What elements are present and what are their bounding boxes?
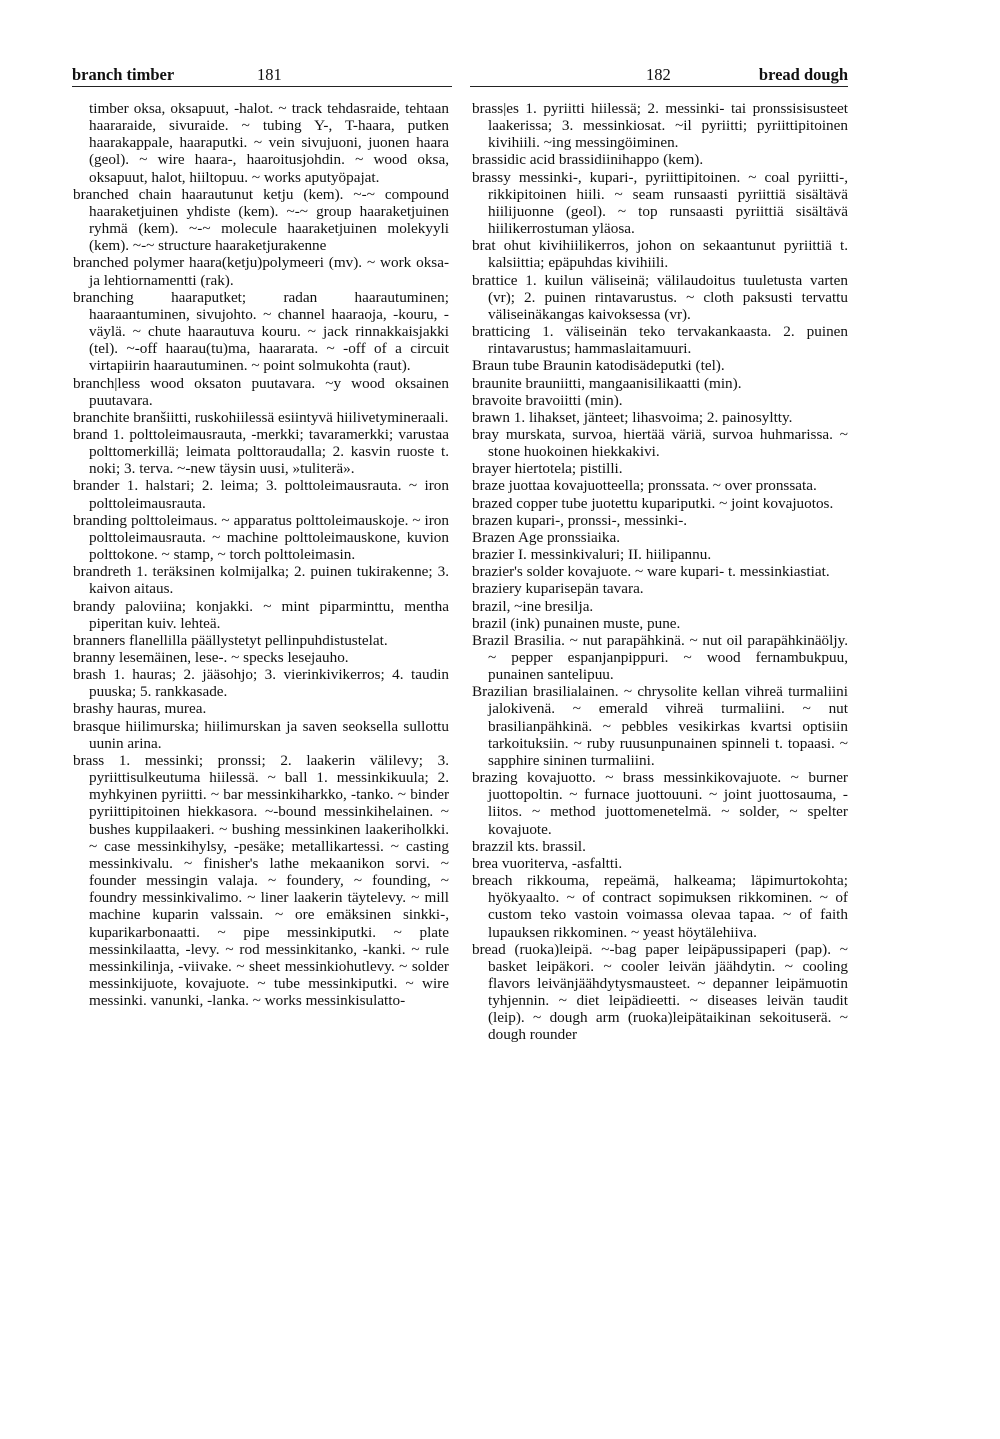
dictionary-entry: branny lesemäinen, lese-. ~ specks lesejauho. (73, 649, 349, 666)
dictionary-entry: breach rikkouma, repeämä, halkeama; läpimurtokohta; hyökyaalto. ~ of contract sopimuksen rikkominen. ~ of custom teko vastoin voimassa olevaa tapaa. ~ of faith lupauksen rikkominen. ~ yeast höytälehiiva. (472, 872, 848, 941)
left-page-number: 181 (257, 65, 282, 84)
right-page-number: 182 (646, 65, 671, 84)
dictionary-entry: bread (ruoka)leipä. ~-bag paper leipäpussipaperi (pap). ~ basket leipäkori. ~ cooler leivän jäähdytin. ~ cooling flavors leivänjäähdytysmausteet. ~ depanner leipämuotin tyhjennin. ~ diet leipädieetti. ~ diseases leivän taudit (leip). ~ dough arm (ruoka)leipätaikinan sekoituserä. ~ dough rounder (472, 940, 848, 1044)
right-column (472, 100, 848, 1044)
dictionary-entry: Braun tube Braunin katodisädeputki (tel). (472, 357, 725, 375)
dictionary-entry: Brazilian brasilialainen. ~ chrysolite kellan vihreä turmaliini jalokivenä. ~ emerald vihreä turmaliini. ~ nut brasilianpähkinä. ~ pebbles vesikirkas kvartsi optisiin tarkoituksiin. ~ ruby ruusunpunainen spinneli t. topaasi. ~ sapphire sininen turmaliini. (472, 683, 848, 769)
left-running-header (72, 64, 452, 87)
dictionary-entry: brazen kupari-, pronssi-, messinki-. (472, 511, 688, 529)
dictionary-entry: braziery kuparisepän tavara. (472, 580, 644, 598)
dictionary-entry: branding polttoleimaus. ~ apparatus polttoleimauskoje. ~ iron polttoleimausrauta. ~ machine polttoleimauskone, kuvion polttokone. ~ stamp, ~ torch polttoleimasin. (73, 511, 449, 564)
dictionary-entry: brash 1. hauras; 2. jääsohjo; 3. vierinkivikerros; 4. taudin puuska; 5. rankkasade. (73, 666, 449, 701)
dictionary-entry: Brazil Brasilia. ~ nut parapähkinä. ~ nut oil parapähkinäöljy. ~ pepper espanjanpippuri. ~ wood fernambukpuu, punainen santelipuu. (472, 631, 848, 684)
dictionary-entry: branched chain haarautunut ketju (kem). ~-~ compound haaraketjuinen yhdiste (kem). ~-~ group haaraketjuinen ryhmä (kem). ~-~ molecule haaraketjuinen molekyyli (kem). ~-~ structure haaraketjurakenne (73, 185, 449, 255)
dictionary-entry: braze juottaa kovajuotteella; pronssata. ~ over pronssata. (472, 477, 817, 495)
dictionary-entry: brat ohut kivihiilikerros, johon on sekaantunut pyriittiä t. kalsiittia; epäpuhdas kivihiili. (472, 237, 848, 272)
dictionary-entry: brazil, ~ine bresilja. (472, 597, 594, 615)
dictionary-entry: Brazen Age pronssiaika. (472, 528, 621, 546)
dictionary-entry: brander 1. halstari; 2. leima; 3. polttoleimausrauta. ~ iron polttoleimausrauta. (73, 477, 449, 512)
dictionary-entry: brayer hiertotela; pistilli. (472, 460, 623, 478)
dictionary-entry: brandy paloviina; konjakki. ~ mint piparminttu, mentha piperitan kuiv. lehteä. (73, 597, 449, 632)
dictionary-entry: brawn 1. lihakset, jänteet; lihasvoima; 2. painosyltty. (472, 408, 793, 426)
dictionary-entry: bravoite bravoiitti (min). (472, 391, 623, 409)
dictionary-entry: brassy messinki-, kupari-, pyriittipitoinen. ~ coal pyriitti-, rikkipitoinen hiili. ~ seam runsaasti pyriittiä sisältävä hiilijuonne (geol). ~ top runsaasti pyriittiä sisältävä hiilikerrostuman yläosa. (472, 168, 848, 238)
dictionary-entry: brandreth 1. teräksinen kolmijalka; 2. puinen tukirakenne; 3. kaivon aitaus. (73, 563, 449, 598)
dictionary-entry: brazing kovajuotto. ~ brass messinkikovajuote. ~ burner juottopoltin. ~ furnace juottouuni. ~ joint juottosauma, -liitos. ~ method juottomenetelmä. ~ solder, ~ spelter kovajuote. (472, 769, 848, 838)
dictionary-entry: brazil (ink) punainen muste, pune. (472, 614, 681, 632)
dictionary-entry: brasque hiilimurska; hiilimurskan ja saven seoksella sullottu uunin arina. (73, 717, 449, 752)
dictionary-entry: brazier's solder kovajuote. ~ ware kupari- t. messinkiastiat. (472, 563, 830, 581)
dictionary-entry: brazzil kts. brassil. (472, 837, 586, 855)
right-header-term: bread dough (758, 65, 848, 84)
dictionary-entry: brea vuoriterva, -asfaltti. (472, 854, 623, 872)
dictionary-entry: bray murskata, survoa, hiertää väriä, survoa huhmarissa. ~ stone huokoinen hiekkakivi. (472, 425, 848, 461)
dictionary-entry: timber oksa, oksapuut, -halot. ~ track tehdasraide, tehtaan haararaide, sivuraide. ~ tubing Y-, T-haara, putken haarakappale, haaraputki. ~ vein sivujuoni, juonen haara (geol). ~ wire haara-, haaroitusjohdin. ~ wood oksa, oksapuut, halot, hiiltopuu. ~ works aputyöpajat. (89, 100, 449, 186)
dictionary-entry: bratticing 1. väliseinän teko tervakankaasta. 2. puinen rintavarustus; hammaslaitamuuri. (472, 323, 848, 358)
left-header-term: branch timber (72, 65, 175, 84)
dictionary-entry: brazier I. messinkivaluri; II. hiilipannu. (472, 546, 712, 564)
dictionary-entry: brazed copper tube juotettu kupariputki. ~ joint kovajuotos. (472, 494, 834, 512)
dictionary-entry: branched polymer haara(ketju)polymeeri (mv). ~ work oksa- ja lehtiornamentti (rak). (73, 254, 449, 289)
dictionary-entry: braunite brauniitti, mangaanisilikaatti (min). (472, 374, 742, 392)
dictionary-entry: branchite branšiitti, ruskohiilessä esiintyvä hiilivetymineraali. (73, 408, 449, 426)
dictionary-entry: branch|less wood oksaton puutavara. ~y wood oksainen puutavara. (73, 374, 449, 409)
left-column (73, 100, 449, 1009)
dictionary-entry: branching haaraputket; radan haarautuminen; haaraantuminen, sivujohto. ~ channel haaraoja, -kouru, -väylä. ~ chute haarautuva kouru. ~ jack rinnakkaisjakki (tel). ~-off haarau(tu)ma, haararata. ~ -off of a circuit virtapiirin haarautuminen. ~ point solmukohta (raut). (73, 288, 449, 375)
dictionary-entry: brass|es 1. pyriitti hiilessä; 2. messinki- tai pronssisisusteet laakerissa; 3. messinkiosat. ~il pyriitti; pyriittipitoinen kivihiili. ~ing messingöiminen. (472, 100, 848, 152)
right-running-header (470, 64, 848, 87)
dictionary-entry: branners flanellilla päällystetyt pellinpuhdistustelat. (73, 631, 388, 649)
dictionary-entry: brassidic acid brassidiinihappo (kem). (472, 151, 704, 169)
dictionary-entry: brattice 1. kuilun väliseinä; välilaudoitus tuuletusta varten (vr); 2. puinen rintavarustus. ~ cloth paksusti tervattu väliseinäkangas kaivoksessa (vr). (472, 271, 848, 323)
dictionary-entry: brand 1. polttoleimausrauta, -merkki; tavaramerkki; varustaa polttomerkillä; leimata polttoraudalla; 2. kasvin ruoste t. noki; 3. terva. ~-new täysin uusi, »tuliterä». (73, 425, 449, 478)
dictionary-entry: brashy hauras, murea. (73, 700, 207, 718)
dictionary-entry: brass 1. messinki; pronssi; 2. laakerin välilevy; 3. pyriittisulkeutuma hiilessä. ~ ball 1. messinkikuula; 2. myhkyinen pyriitti. ~ bar messinkiharkko, -tanko. ~ binder pyriittipitoinen hiekkasora. ~-bound messinkihelainen. ~ bushes kuppilaakeri. ~ bushing messinkinen laakeriholkki. ~ case messinkihylsy, -pesäke; metallikartessi. ~ casting messinkivalu. ~ finisher's lathe mekaanikon sorvi. ~ founder messingin valaja. ~ foundery, ~ founding, ~ foundry messinkivalimo. ~ liner laakerin täytelevy. ~ mill machine kuparin valssain. ~ ore emäksinen sinkki-, kuparikarbonaatti. ~ pipe messinkiputki. ~ plate messinkilaatta, -levy. ~ rod messinkitanko, -kanki. ~ rule messinkilinja, -viivake. ~ sheet messinkiohutlevy. ~ solder messinkijuote, kovajuote. ~ tube messinkiputki. ~ wire messinki. vanunki, -lanka. ~ works messinkisulatto- (73, 751, 449, 1010)
